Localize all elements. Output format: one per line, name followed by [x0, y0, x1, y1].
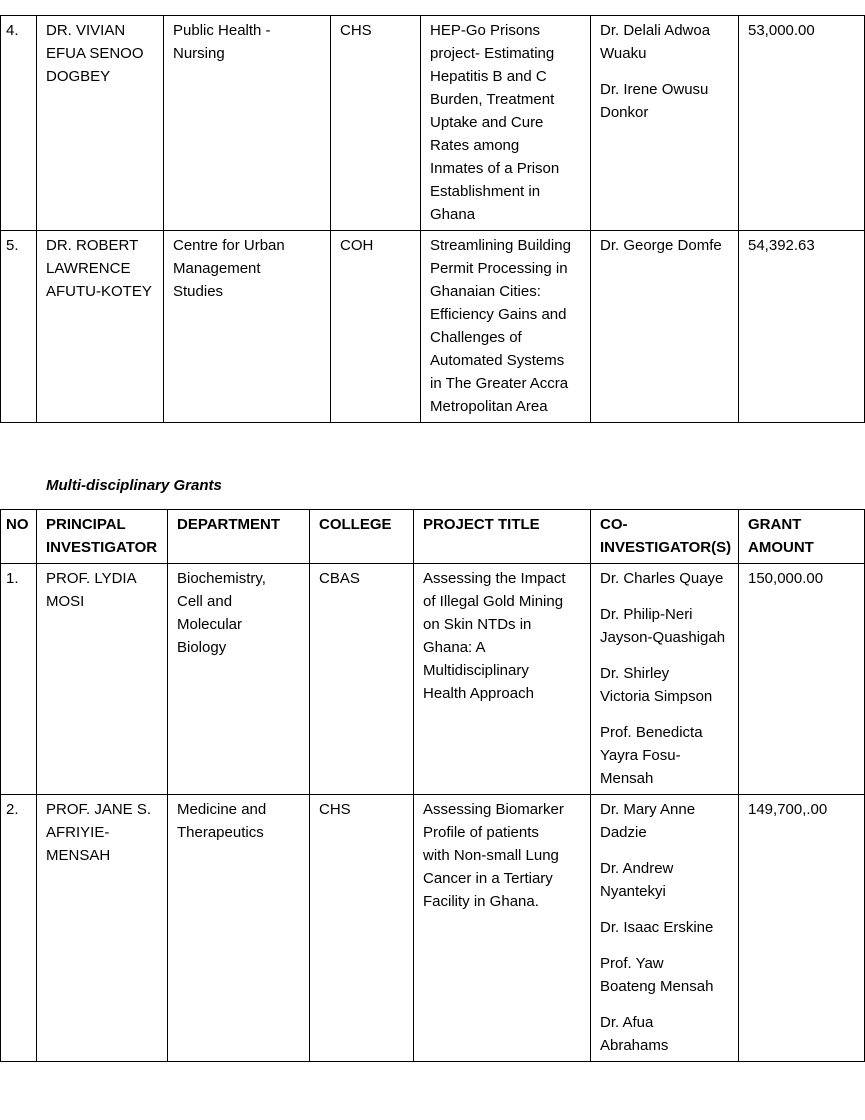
college: COH [331, 231, 421, 423]
grant-amount: 149,700,.00 [739, 795, 865, 1062]
department: Medicine and Therapeutics [168, 795, 310, 1062]
co-investigator: Prof. Yaw Boateng Mensah [600, 955, 714, 995]
header-principal-investigator: PRINCIPAL INVESTIGATOR [37, 510, 168, 564]
principal-investigator: DR. ROBERT LAWRENCE AFUTU-KOTEY [37, 231, 164, 423]
co-investigator: Dr. Andrew Nyantekyi [600, 860, 674, 900]
header-college: COLLEGE [310, 510, 414, 564]
multidisciplinary-grants-table [0, 509, 865, 1062]
co-investigator: Dr. Philip-Neri Jayson-Quashigah [600, 606, 726, 646]
co-investigator: Dr. Shirley Victoria Simpson [600, 665, 713, 705]
department: Centre for Urban Management Studies [164, 231, 331, 423]
co-investigators [591, 16, 739, 231]
table-row [1, 16, 865, 231]
department: Biochemistry, Cell and Molecular Biology [168, 564, 310, 795]
header-co-investigators: CO- INVESTIGATOR(S) [591, 510, 739, 564]
grant-amount: 54,392.63 [739, 231, 865, 423]
college: CBAS [310, 564, 414, 795]
principal-investigator: PROF. LYDIA MOSI [37, 564, 168, 795]
row-number: 4. [1, 16, 37, 231]
project-title: Assessing the Impact of Illegal Gold Mining on Skin NTDs in Ghana: A Multidisciplinary Health Approach [414, 564, 591, 795]
co-investigator: Dr. Mary Anne Dadzie [600, 801, 696, 841]
department: Public Health - Nursing [164, 16, 331, 231]
header-grant-amount: GRANT AMOUNT [739, 510, 865, 564]
project-title: HEP-Go Prisons project- Estimating Hepatitis B and C Burden, Treatment Uptake and Cure Rates among Inmates of a Prison Establishment in Ghana [421, 16, 591, 231]
co-investigator: Dr. Delali Adwoa Wuaku [600, 22, 711, 62]
project-title: Streamlining Building Permit Processing in Ghanaian Cities: Efficiency Gains and Challenges of Automated Systems in The Greater Accra Metropolitan Area [421, 231, 591, 423]
co-investigators [591, 564, 739, 795]
principal-investigator: DR. VIVIAN EFUA SENOO DOGBEY [37, 16, 164, 231]
co-investigator: Dr. Irene Owusu Donkor [600, 81, 709, 121]
table-row [1, 795, 865, 1062]
table-header-row [1, 510, 865, 564]
college: CHS [310, 795, 414, 1062]
header-department: DEPARTMENT [168, 510, 310, 564]
row-number: 5. [1, 231, 37, 423]
co-investigator: Dr. Afua Abrahams [600, 1014, 669, 1054]
table-row [1, 231, 865, 423]
co-investigators [591, 795, 739, 1062]
co-investigator: Prof. Benedicta Yayra Fosu- Mensah [600, 724, 703, 787]
project-title: Assessing Biomarker Profile of patients with Non-small Lung Cancer in a Tertiary Facility in Ghana. [414, 795, 591, 1062]
section-heading: Multi-disciplinary Grants [46, 477, 222, 494]
header-no: NO [1, 510, 37, 564]
row-number: 1. [1, 564, 37, 795]
grant-amount: 53,000.00 [739, 16, 865, 231]
principal-investigator: PROF. JANE S. AFRIYIE- MENSAH [37, 795, 168, 1062]
grant-amount: 150,000.00 [739, 564, 865, 795]
table-row [1, 564, 865, 795]
co-investigator: Dr. George Domfe [600, 237, 722, 254]
header-project-title: PROJECT TITLE [414, 510, 591, 564]
co-investigator: Dr. Isaac Erskine [600, 919, 714, 936]
college: CHS [331, 16, 421, 231]
co-investigator: Dr. Charles Quaye [600, 570, 724, 587]
co-investigators [591, 231, 739, 423]
row-number: 2. [1, 795, 37, 1062]
grants-table-continued [0, 15, 865, 423]
